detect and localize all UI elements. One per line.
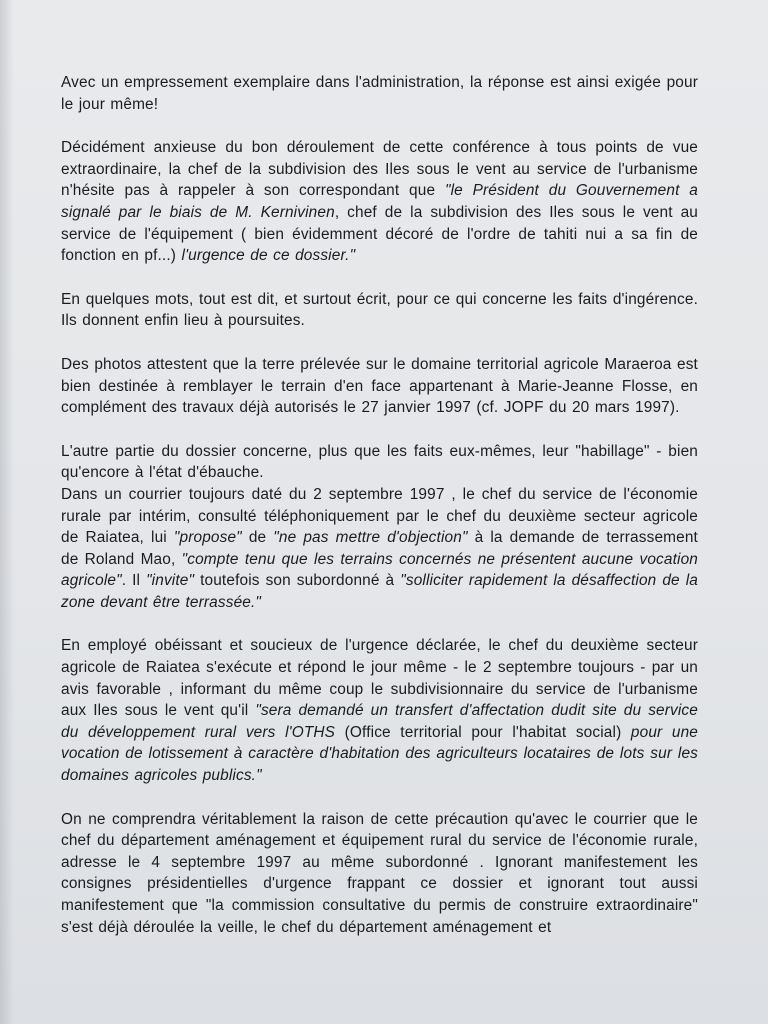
italic-quote: "ne pas mettre d'objection" xyxy=(273,529,468,547)
italic-quote: "compte tenu que les terrains concernés ne présentent aucune vocation agricole" xyxy=(61,550,698,590)
paragraph-5 xyxy=(61,441,698,484)
italic-quote: "invite" xyxy=(146,572,195,590)
italic-quote: "le Président du Gouvernement a signalé par le biais de M. Kernivinen xyxy=(61,182,698,221)
italic-quote: "sera demandé un transfert d'affectation dudit site du service du développement rural vers l'OTHS xyxy=(61,702,698,741)
text-run: , chef de la subdivision des Iles sous le vent au service de l'équipement ( bien évidemment décoré de l'ordre de tahiti nui a sa fin de fonction en pf...) xyxy=(61,203,699,265)
text-run: à la demande de terrassement de Roland Mao, xyxy=(61,529,698,568)
text-run: Dans un courrier toujours daté du 2 septembre 1997 , le chef du service de l'économie rurale par intérim, consulté téléphoniquement par le chef du deuxième secteur agricole de Raiatea, lui xyxy=(61,485,698,547)
italic-quote: l'urgence de ce dossier." xyxy=(181,247,356,265)
text-run: toutefois son subordonné à xyxy=(194,572,401,590)
text-run: de xyxy=(241,529,274,547)
paragraph-1 xyxy=(61,72,698,115)
text-run: En employé obéissant et soucieux de l'urgence déclarée, le chef du deuxième secteur agricole de Raiatea s'exécute et répond le jour même - le 2 septembre toujours - par un avis favorable , informant du même coup le subdivisionnaire du service de l'urbanisme aux Iles sous le vent qu'il xyxy=(61,637,698,720)
paragraph-3 xyxy=(61,289,698,332)
text-run: L'autre partie du dossier concerne, plus que les faits eux-mêmes, leur "habillage" - bien qu'encore à l'état d'ébauche. xyxy=(61,442,698,482)
text-run: Avec un empressement exemplaire dans l'administration, la réponse est ainsi exigée pour le jour même! xyxy=(61,74,698,113)
text-run: On ne comprendra véritablement la raison de cette précaution qu'avec le courrier que le chef du département aménagement et équipement rural du service de l'économie rurale, adresse le 4 septembre 1997 au même subordonné . Ignorant manifestement les consignes présidentielles d'urgence frappant ce dossier et ignorant tout aussi manifestement que "la commission consultative du permis de construire extraordinaire" s'est déjà déroulée la veille, le chef du département aménagement et xyxy=(61,810,698,936)
text-run: (Office territorial pour l'habitat social) xyxy=(335,723,631,741)
paragraph-4 xyxy=(61,354,698,419)
paragraph-7 xyxy=(61,635,698,786)
italic-quote: pour une vocation de lotissement à caractère d'habitation des agriculteurs locataires de lots sur les domaines agricoles publics." xyxy=(61,723,698,785)
paragraph-6 xyxy=(61,484,698,614)
text-run: . Il xyxy=(121,572,147,590)
italic-quote: "solliciter rapidement la désaffection de la zone devant être terrassée." xyxy=(61,572,698,611)
text-run: Des photos attestent que la terre prélevée sur le domaine territorial agricole Maraeroa est bien destinée à remblayer le terrain d'en face appartenant à Marie-Jeanne Flosse, en complément des travaux déjà autorisés le 27 janvier 1997 (cf. JOPF du 20 mars 1997). xyxy=(61,355,698,417)
text-run: En quelques mots, tout est dit, et surtout écrit, pour ce qui concerne les faits d'ingérence. Ils donnent enfin lieu à poursuites. xyxy=(61,290,698,330)
italic-quote: "propose" xyxy=(173,529,242,547)
paragraph-2 xyxy=(61,137,698,267)
paragraph-8 xyxy=(61,809,698,939)
text-run: Décidément anxieuse du bon déroulement de cette conférence à tous points de vue extraordinaire, la chef de la subdivision des Iles sous le vent au service de l'urbanisme n'hésite pas à rappeler à son correspondant que xyxy=(61,139,698,200)
